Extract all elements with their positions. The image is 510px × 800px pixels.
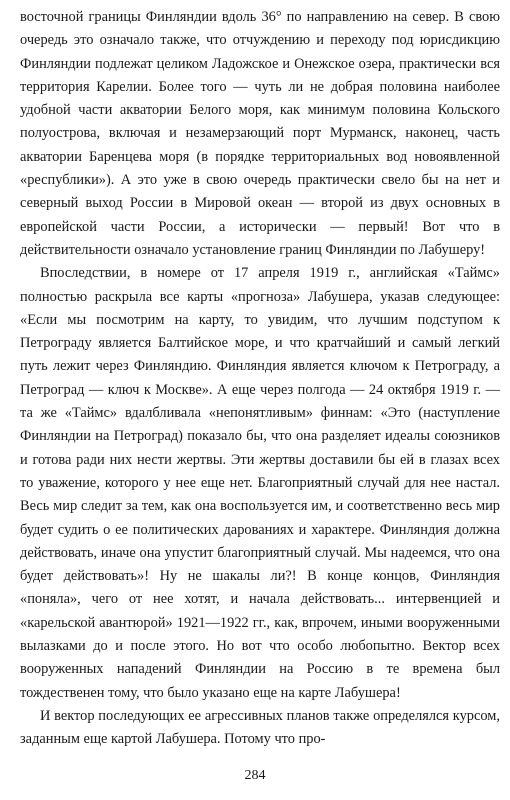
paragraph-2: Впоследствии, в номере от 17 апреля 1919 г., английская «Таймс» полностью раскрыла все карты «прогноза» Лабушера, указав следующее: «Если мы посмотрим на карту, то увидим, что лучшим подступом к Петрограду является Балтийское море, и что кратчайший и самый легкий путь лежит через Финляндию. Финляндия является ключом к Петрограду, а Петроград — ключ к Москве». А еще через полгода — 24 октября 1919 г. — та же «Таймс» вдалбливала «непонятливым» финнам: «Это (наступление Финляндии на Петроград) показало бы, что она разделяет идеалы союзников и готова ради них нести жертвы. Эти жертвы доставили бы ей в глазах всех то уважение, которого у нее еще нет. Благоприятный случай для нее настал. Весь мир следит за тем, как она воспользуется им, и соответственно весь мир будет судить о ее политических дарованиях и характере. Финляндия должна действовать, иначе она упустит благоприятный случай. Мы надеемся, что она будет действовать»! Ну не шакалы ли?! В конце концов, Финляндия «поняла», чего от нее хотят, и начала действовать... интервенцией и «карельской авантюрой» 1921—1922 гг., как, впрочем, иными вооруженными вылазками до и после этого. Но вот что особо любопытно. Вектор всех вооруженных нападений Финляндии на Россию в те времена был тождественен тому, что было указано еще на карте Лабушера! xyxy=(20,265,500,701)
paragraph-1: восточной границы Финляндии вдоль 36° по направлению на север. В свою очередь это означало также, что отчуждению и переходу под юрисдикцию Финляндии подлежат целиком Ладожское и Онежское озера, практически вся территория Карелии. Более того — чуть ли не добрая половина наиболее удобной части акватории Белого моря, как минимум половина Кольского полуострова, включая и незамерзающий порт Мурманск, наконец, часть акватории Баренцева моря (в порядке территориальных вод новоявленной «республики»). А это уже в свою очередь практически свело бы на нет и северный выход России в Мировой океан — второй из двух основных в европейской части России, а исторически — первый! Вот что в действительности означало установление границ Финляндии по Лабушеру! xyxy=(20,9,500,258)
paragraph-3: И вектор последующих ее агрессивных планов также определялся курсом, заданным еще картой Лабушера. Потому что про- xyxy=(20,707,500,748)
page-number: 284 xyxy=(244,768,266,783)
body-text xyxy=(20,6,500,752)
